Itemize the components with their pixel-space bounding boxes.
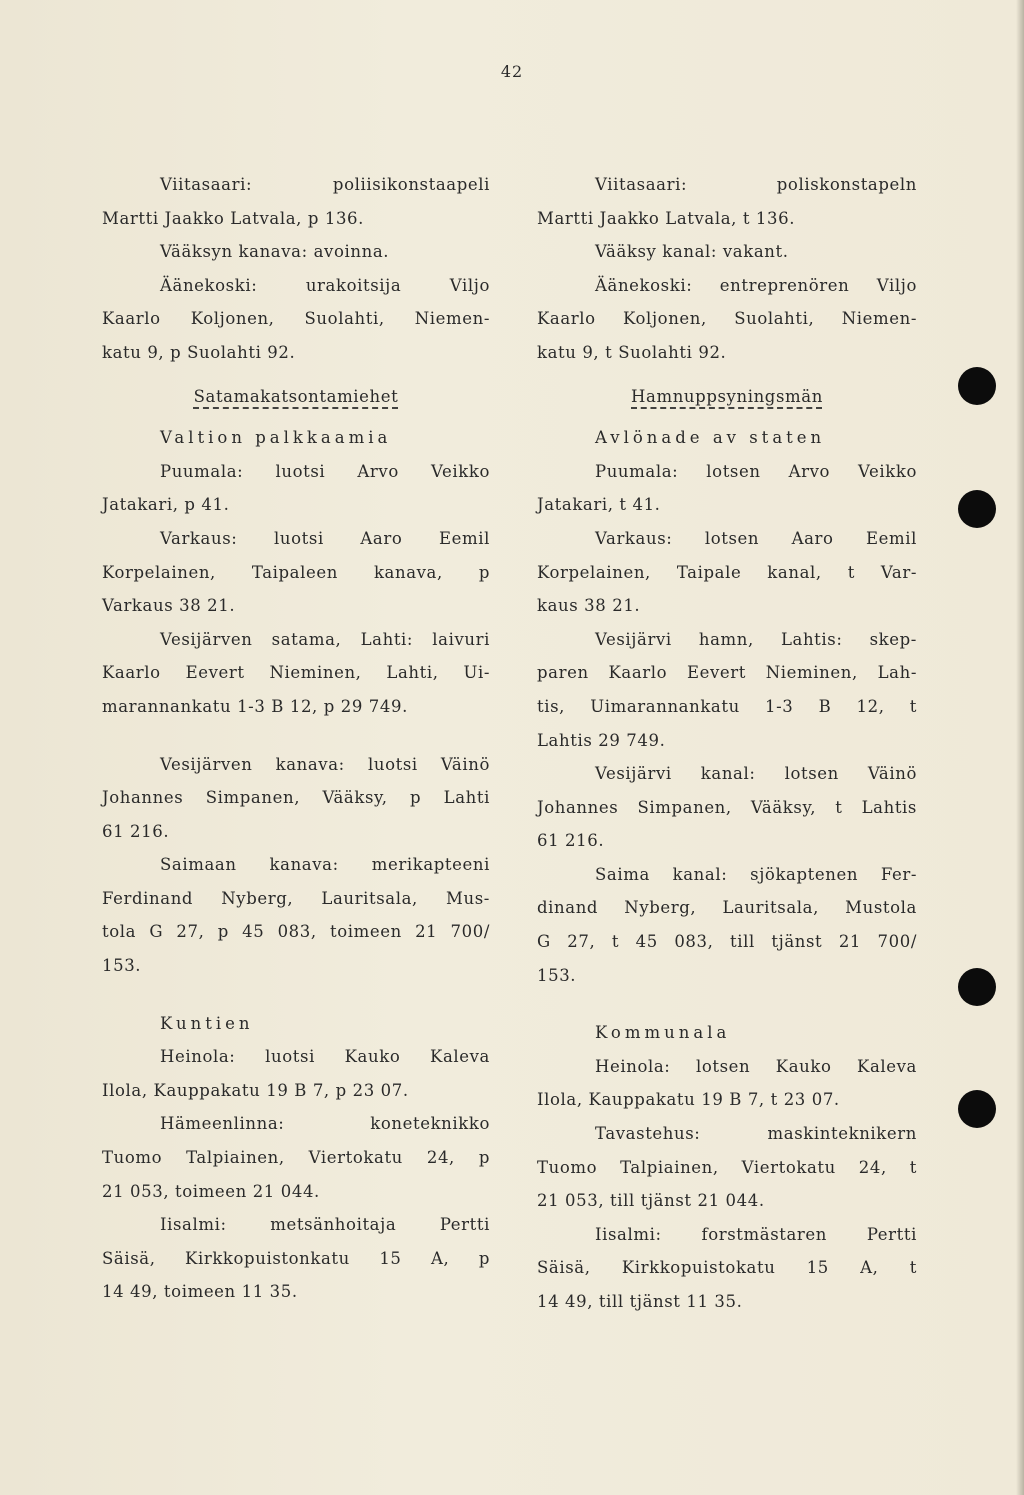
entry-line: Puumala: luotsi Arvo Veikko — [160, 461, 490, 481]
directory-entry — [102, 748, 490, 849]
directory-entry — [537, 1218, 917, 1319]
directory-entry — [102, 1107, 490, 1208]
entry-line: Ilola, Kauppakatu 19 B 7, t 23 07. — [537, 1090, 840, 1110]
entry-line: 61 216. — [102, 821, 170, 841]
entry-line: Martti Jaakko Latvala, t 136. — [537, 208, 796, 228]
entry-line: Saima kanal: sjökaptenen Fer- — [595, 864, 917, 884]
entry-line: 153. — [102, 956, 142, 976]
entry-line: Viitasaari: poliskonstapeln — [595, 175, 917, 194]
entry-line: 61 216. — [537, 831, 605, 851]
directory-entry — [537, 235, 917, 269]
entry-line: Kaarlo Koljonen, Suolahti, Niemen- — [102, 309, 490, 329]
section-1 — [537, 168, 917, 370]
subheading: Kommunala — [595, 1023, 731, 1043]
entry-line: Kaarlo Koljonen, Suolahti, Niemen- — [537, 309, 917, 329]
entry-line: Tavastehus: maskinteknikern — [595, 1124, 917, 1144]
directory-entry — [102, 1208, 490, 1309]
directory-entry — [102, 235, 490, 269]
entry-line: marannankatu 1-3 B 12, p 29 749. — [102, 696, 408, 716]
directory-entry — [537, 269, 917, 370]
entry-line: Kaarlo Eevert Nieminen, Lahti, Ui- — [102, 663, 490, 683]
section-2 — [102, 455, 490, 724]
spacer — [537, 992, 917, 1016]
directory-entry — [537, 623, 917, 757]
entry-line: Äänekoski: entreprenören Viljo — [595, 275, 917, 295]
entry-line: katu 9, t Suolahti 92. — [537, 342, 727, 362]
entry-line: kaus 38 21. — [537, 596, 641, 616]
section-4 — [537, 1050, 917, 1319]
directory-entry — [102, 623, 490, 724]
directory-entry — [102, 522, 490, 623]
entry-line: Varkaus: lotsen Aaro Eemil — [595, 528, 917, 548]
entry-line: Johannes Simpanen, Vääksy, p Lahti — [102, 788, 490, 808]
entry-line: Äänekoski: urakoitsija Viljo — [160, 275, 490, 295]
entry-line: Vääksy kanal: vakant. — [595, 242, 789, 262]
entry-line: Ferdinand Nyberg, Lauritsala, Mus- — [102, 888, 490, 908]
entry-line: Hämeenlinna: koneteknikko — [160, 1114, 490, 1134]
directory-entry — [102, 269, 490, 370]
entry-line: Heinola: lotsen Kauko Kaleva — [595, 1056, 917, 1076]
entry-line: 14 49, till tjänst 11 35. — [537, 1292, 743, 1311]
section-3 — [102, 748, 490, 983]
punch-hole — [958, 968, 996, 1006]
entry-line: Martti Jaakko Latvala, p 136. — [102, 208, 364, 228]
entry-line: Vääksyn kanava: avoinna. — [160, 242, 390, 262]
subheading: Valtion palkkaamia — [160, 428, 392, 448]
entry-line: dinand Nyberg, Lauritsala, Mustola — [537, 898, 917, 918]
entry-line: Iisalmi: forstmästaren Pertti — [595, 1224, 917, 1244]
section-heading: Satamakatsontamiehet — [193, 386, 399, 406]
punch-hole — [958, 1090, 996, 1128]
entry-line: Lahtis 29 749. — [537, 730, 666, 750]
section-3 — [537, 757, 917, 992]
entry-line: 21 053, till tjänst 21 044. — [537, 1191, 765, 1211]
entry-line: Vesijärvi hamn, Lahtis: skep- — [595, 629, 917, 649]
directory-entry — [537, 522, 917, 623]
entry-line: Tuomo Talpiainen, Viertokatu 24, p — [102, 1148, 490, 1168]
directory-entry — [537, 858, 917, 992]
entry-line: Ilola, Kauppakatu 19 B 7, p 23 07. — [102, 1080, 409, 1100]
subheading: Avlönade av staten — [595, 428, 826, 448]
entry-line: Saimaan kanava: merikapteeni — [160, 855, 490, 875]
entry-line: Heinola: luotsi Kauko Kaleva — [160, 1047, 490, 1067]
spacer — [102, 724, 490, 748]
directory-entry — [537, 757, 917, 858]
finnish-column — [102, 168, 490, 1309]
section-4 — [102, 1040, 490, 1309]
entry-line: tis, Uimarannankatu 1-3 B 12, t — [537, 696, 917, 716]
entry-line: 21 053, toimeen 21 044. — [102, 1181, 320, 1201]
entry-line: G 27, t 45 083, till tjänst 21 700/ — [537, 932, 917, 952]
entry-line: Puumala: lotsen Arvo Veikko — [595, 461, 917, 481]
entry-line: Iisalmi: metsänhoitaja Pertti — [160, 1215, 490, 1235]
entry-line: Vesijärvi kanal: lotsen Väinö — [595, 764, 917, 784]
entry-line: Vesijärven satama, Lahti: laivuri — [160, 629, 490, 649]
entry-line: Viitasaari: poliisikonstaapeli — [160, 175, 490, 194]
section-heading: Hamnuppsyningsmän — [631, 386, 823, 406]
entry-line: paren Kaarlo Eevert Nieminen, Lah- — [537, 663, 917, 683]
entry-line: Varkaus 38 21. — [102, 596, 236, 616]
directory-entry — [102, 1040, 490, 1107]
page-number: 42 — [500, 62, 524, 81]
subheading: Kuntien — [160, 1013, 254, 1033]
entry-line: Säisä, Kirkkopuistokatu 15 A, t — [537, 1258, 917, 1278]
directory-entry — [537, 455, 917, 522]
entry-line: Jatakari, p 41. — [102, 495, 230, 515]
entry-line: Korpelainen, Taipale kanal, t Var- — [537, 562, 917, 582]
entry-line: Johannes Simpanen, Vääksy, t Lahtis — [537, 797, 917, 817]
directory-entry — [537, 1117, 917, 1218]
punch-hole — [958, 490, 996, 528]
directory-entry — [102, 168, 490, 235]
entry-line: tola G 27, p 45 083, toimeen 21 700/ — [102, 922, 490, 942]
entry-line: Jatakari, t 41. — [537, 495, 661, 515]
entry-line: 153. — [537, 965, 577, 985]
entry-line: katu 9, p Suolahti 92. — [102, 342, 296, 362]
punch-hole — [958, 367, 996, 405]
entry-line: 14 49, toimeen 11 35. — [102, 1282, 298, 1302]
directory-entry — [537, 1050, 917, 1117]
entry-line: Tuomo Talpiainen, Viertokatu 24, t — [537, 1157, 917, 1177]
entry-line: Säisä, Kirkkopuistonkatu 15 A, p — [102, 1248, 490, 1268]
page-edge-shadow — [1016, 0, 1024, 1495]
section-2 — [537, 455, 917, 757]
section-1 — [102, 168, 490, 370]
directory-entry — [537, 168, 917, 235]
spacer — [102, 983, 490, 1007]
swedish-column — [537, 168, 917, 1319]
entry-line: Korpelainen, Taipaleen kanava, p — [102, 562, 490, 582]
directory-entry — [102, 848, 490, 982]
entry-line: Varkaus: luotsi Aaro Eemil — [160, 528, 490, 548]
entry-line: Vesijärven kanava: luotsi Väinö — [160, 754, 490, 774]
directory-entry — [102, 455, 490, 522]
